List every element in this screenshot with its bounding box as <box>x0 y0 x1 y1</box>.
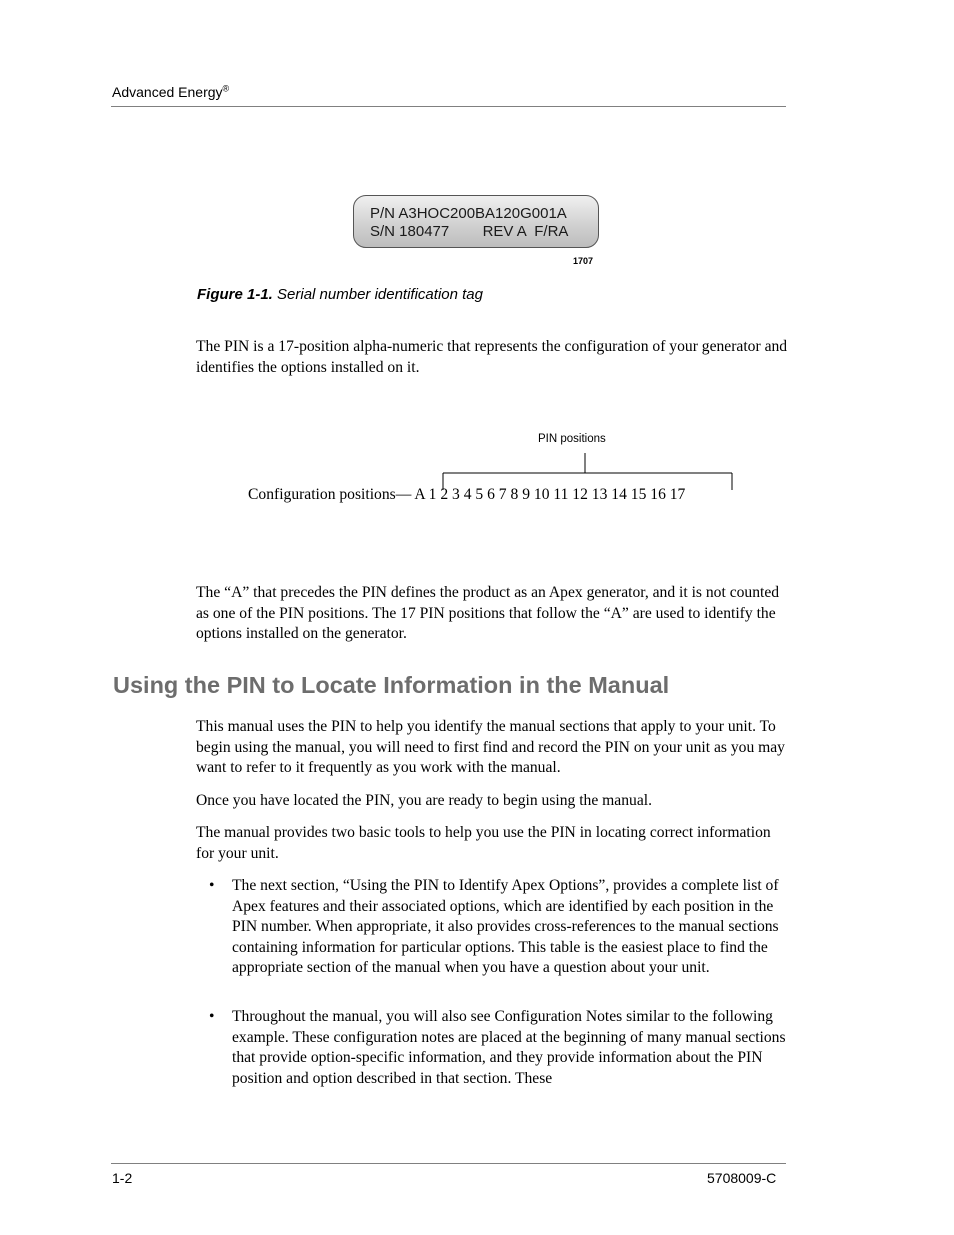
figure-caption <box>197 286 483 303</box>
header-brand-name: Advanced Energy <box>112 84 223 100</box>
running-header <box>112 84 229 100</box>
intro-paragraph: The PIN is a 17-position alpha-numeric that represents the configuration of your generator and identifies the options installed on it. <box>196 338 788 376</box>
bullet-item: Throughout the manual, you will also see Configuration Notes similar to the following example. These configuration notes are placed at the beginning of many manual sections that provide option-specific information, and they provide information about the PIN position and option described in that section. These <box>232 1008 786 1087</box>
bullet-marker: • <box>209 877 215 894</box>
document-number: 5708009-C <box>707 1170 777 1186</box>
pin-positions-label: PIN positions <box>538 433 606 445</box>
registered-mark: ® <box>222 83 230 94</box>
bullet-marker: • <box>209 1008 215 1025</box>
page-number: 1-2 <box>112 1170 133 1186</box>
configuration-positions: Configuration positions— A 1 2 3 4 5 6 7 8 9 10 11 12 13 14 15 16 17 <box>248 486 686 503</box>
apex-prefix-paragraph: The “A” that precedes the PIN defines the product as an Apex generator, and it is not counted as one of the PIN positions. The 17 PIN positions that follow the “A” are used to identify the options installed on the generator. <box>196 584 780 642</box>
section-paragraph: The manual provides two basic tools to help you use the PIN in locating correct information for your unit. <box>196 824 771 862</box>
section-heading: Using the PIN to Locate Information in the Manual <box>113 672 670 698</box>
figure-caption-number: Figure 1-1. <box>197 286 273 303</box>
footer-rule <box>111 1163 786 1164</box>
tag-serial-number: S/N 180477 REV A F/RA <box>370 223 569 240</box>
section-paragraph: This manual uses the PIN to help you identify the manual sections that apply to your unit. To begin using the manual, you will need to first find and record the PIN on your unit as you may want to refer to it frequently as you work with the manual. <box>196 718 785 776</box>
figure-art-number: 1707 <box>573 256 594 266</box>
serial-number-tag <box>353 195 599 248</box>
figure-caption-text: Serial number identification tag <box>272 286 483 303</box>
header-rule <box>111 106 786 107</box>
tag-part-number: P/N A3HOC200BA120G001A <box>370 205 567 222</box>
section-paragraph: Once you have located the PIN, you are ready to begin using the manual. <box>196 792 652 809</box>
bullet-item: The next section, “Using the PIN to Identify Apex Options”, provides a complete list of Apex features and their associated options, which are identified by each position in the PIN number. When appropriate, it also provides cross-references to the manual sections containing information for particular options. This table is the easiest place to find the appropriate section of the manual when you have a question about your unit. <box>232 877 779 976</box>
